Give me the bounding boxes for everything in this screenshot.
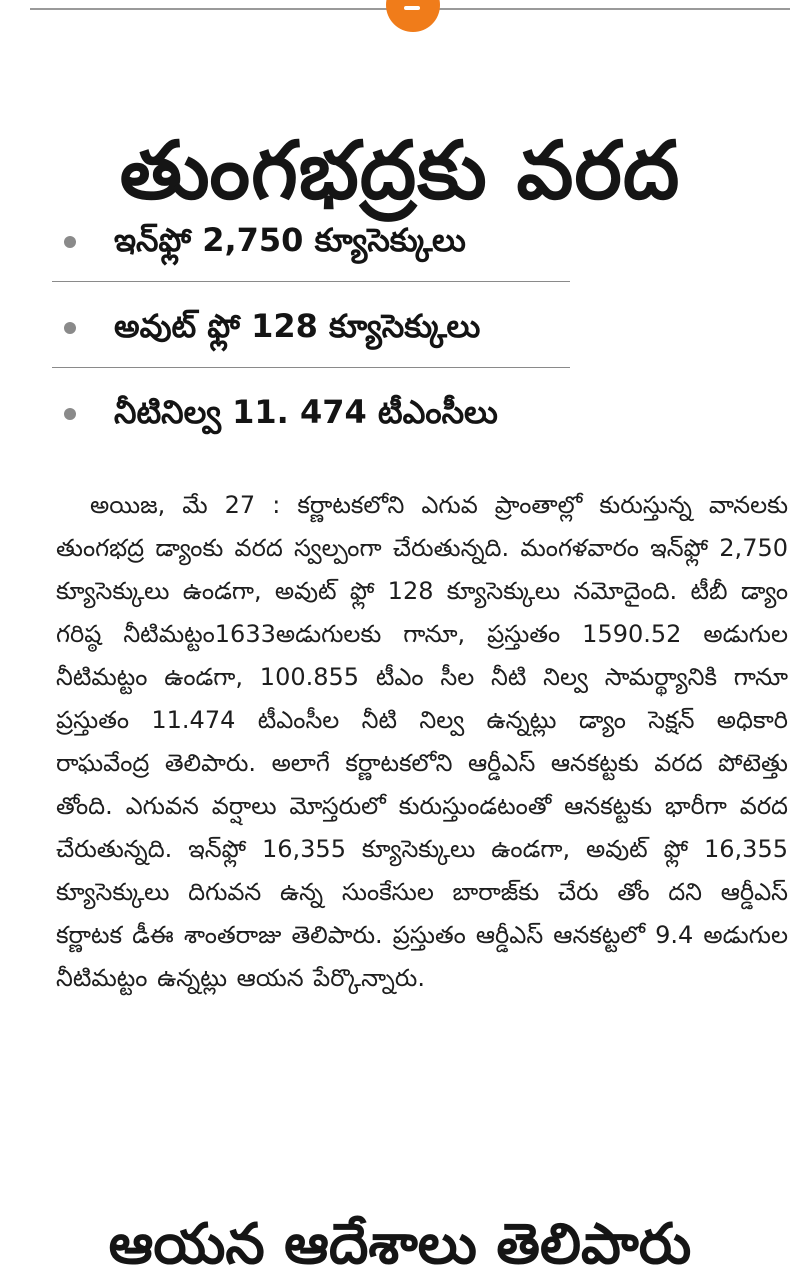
- divider: [52, 367, 570, 368]
- section-badge-icon: [386, 0, 440, 32]
- highlight-storage: నీటినిల్వ 11. 474 టీఎంసీలు: [114, 393, 498, 431]
- highlight-item: [52, 378, 572, 464]
- bullet-dot-icon: [64, 236, 76, 248]
- highlights-list: [52, 206, 572, 464]
- article-body: అయిజ, మే 27 : కర్ణాటకలోని ఎగువ ప్రాంతాల్లో కురుస్తున్న వానలకు తుంగభద్ర డ్యాంకు వరద స్వల్పంగా చేరుతున్నది. మంగళవారం ఇన్‌ఫ్లో 2,750 క్యూసెక్కులు ఉండగా, అవుట్ ఫ్లో 128 క్యూసెక్కులు నమోదైంది. టీబీ డ్యాం గరిష్ఠ నీటిమట్టం1633అడుగులకు గానూ, ప్రస్తుతం 1590.52 అడుగుల నీటిమట్టం ఉండగా, 100.855 టీఎం సీల నీటి నిల్వ సామర్థ్యానికి గానూ ప్రస్తుతం 11.474 టీఎంసీల నీటి నిల్వ ఉన్నట్లు డ్యాం సెక్షన్ అధికారి రాఘవేంద్ర తెలిపారు. అలాగే కర్ణాటకలోని ఆర్డీఎస్ ఆనకట్టకు వరద పోటెత్తు తోంది. ఎగువన వర్షాలు మోస్తరులో కురుస్తుండటంతో ఆనకట్టకు భారీగా వరద చేరుతున్నది. ఇన్‌ఫ్లో 16,355 క్యూసెక్కులు ఉండగా, అవుట్ ఫ్లో 16,355 క్యూసెక్కులు దిగువన ఉన్న సుంకేసుల బారాజ్‌కు చేరు తోం దని ఆర్డీఎస్ కర్ణాటక డీఈ శాంతరాజు తెలిపారు. ప్రస్తుతం ఆర్డీఎస్ ఆనకట్టలో 9.4 అడుగుల నీటిమట్టం ఉన్నట్లు ఆయన పేర్కొన్నారు.: [56, 491, 788, 992]
- highlight-item: [52, 292, 572, 378]
- bullet-dot-icon: [64, 322, 76, 334]
- divider: [52, 281, 570, 282]
- highlight-item: [52, 206, 572, 292]
- next-article-headline: ఆయన ఆదేశాలు తెలిపారు: [108, 1212, 692, 1277]
- bullet-dot-icon: [64, 408, 76, 420]
- headline: తుంగభద్రకు వరద: [119, 123, 681, 217]
- highlight-inflow: ఇన్‌ఫ్లో 2,750 క్యూసెక్కులు: [114, 221, 466, 259]
- highlight-outflow: అవుట్ ఫ్లో 128 క్యూసెక్కులు: [114, 307, 481, 345]
